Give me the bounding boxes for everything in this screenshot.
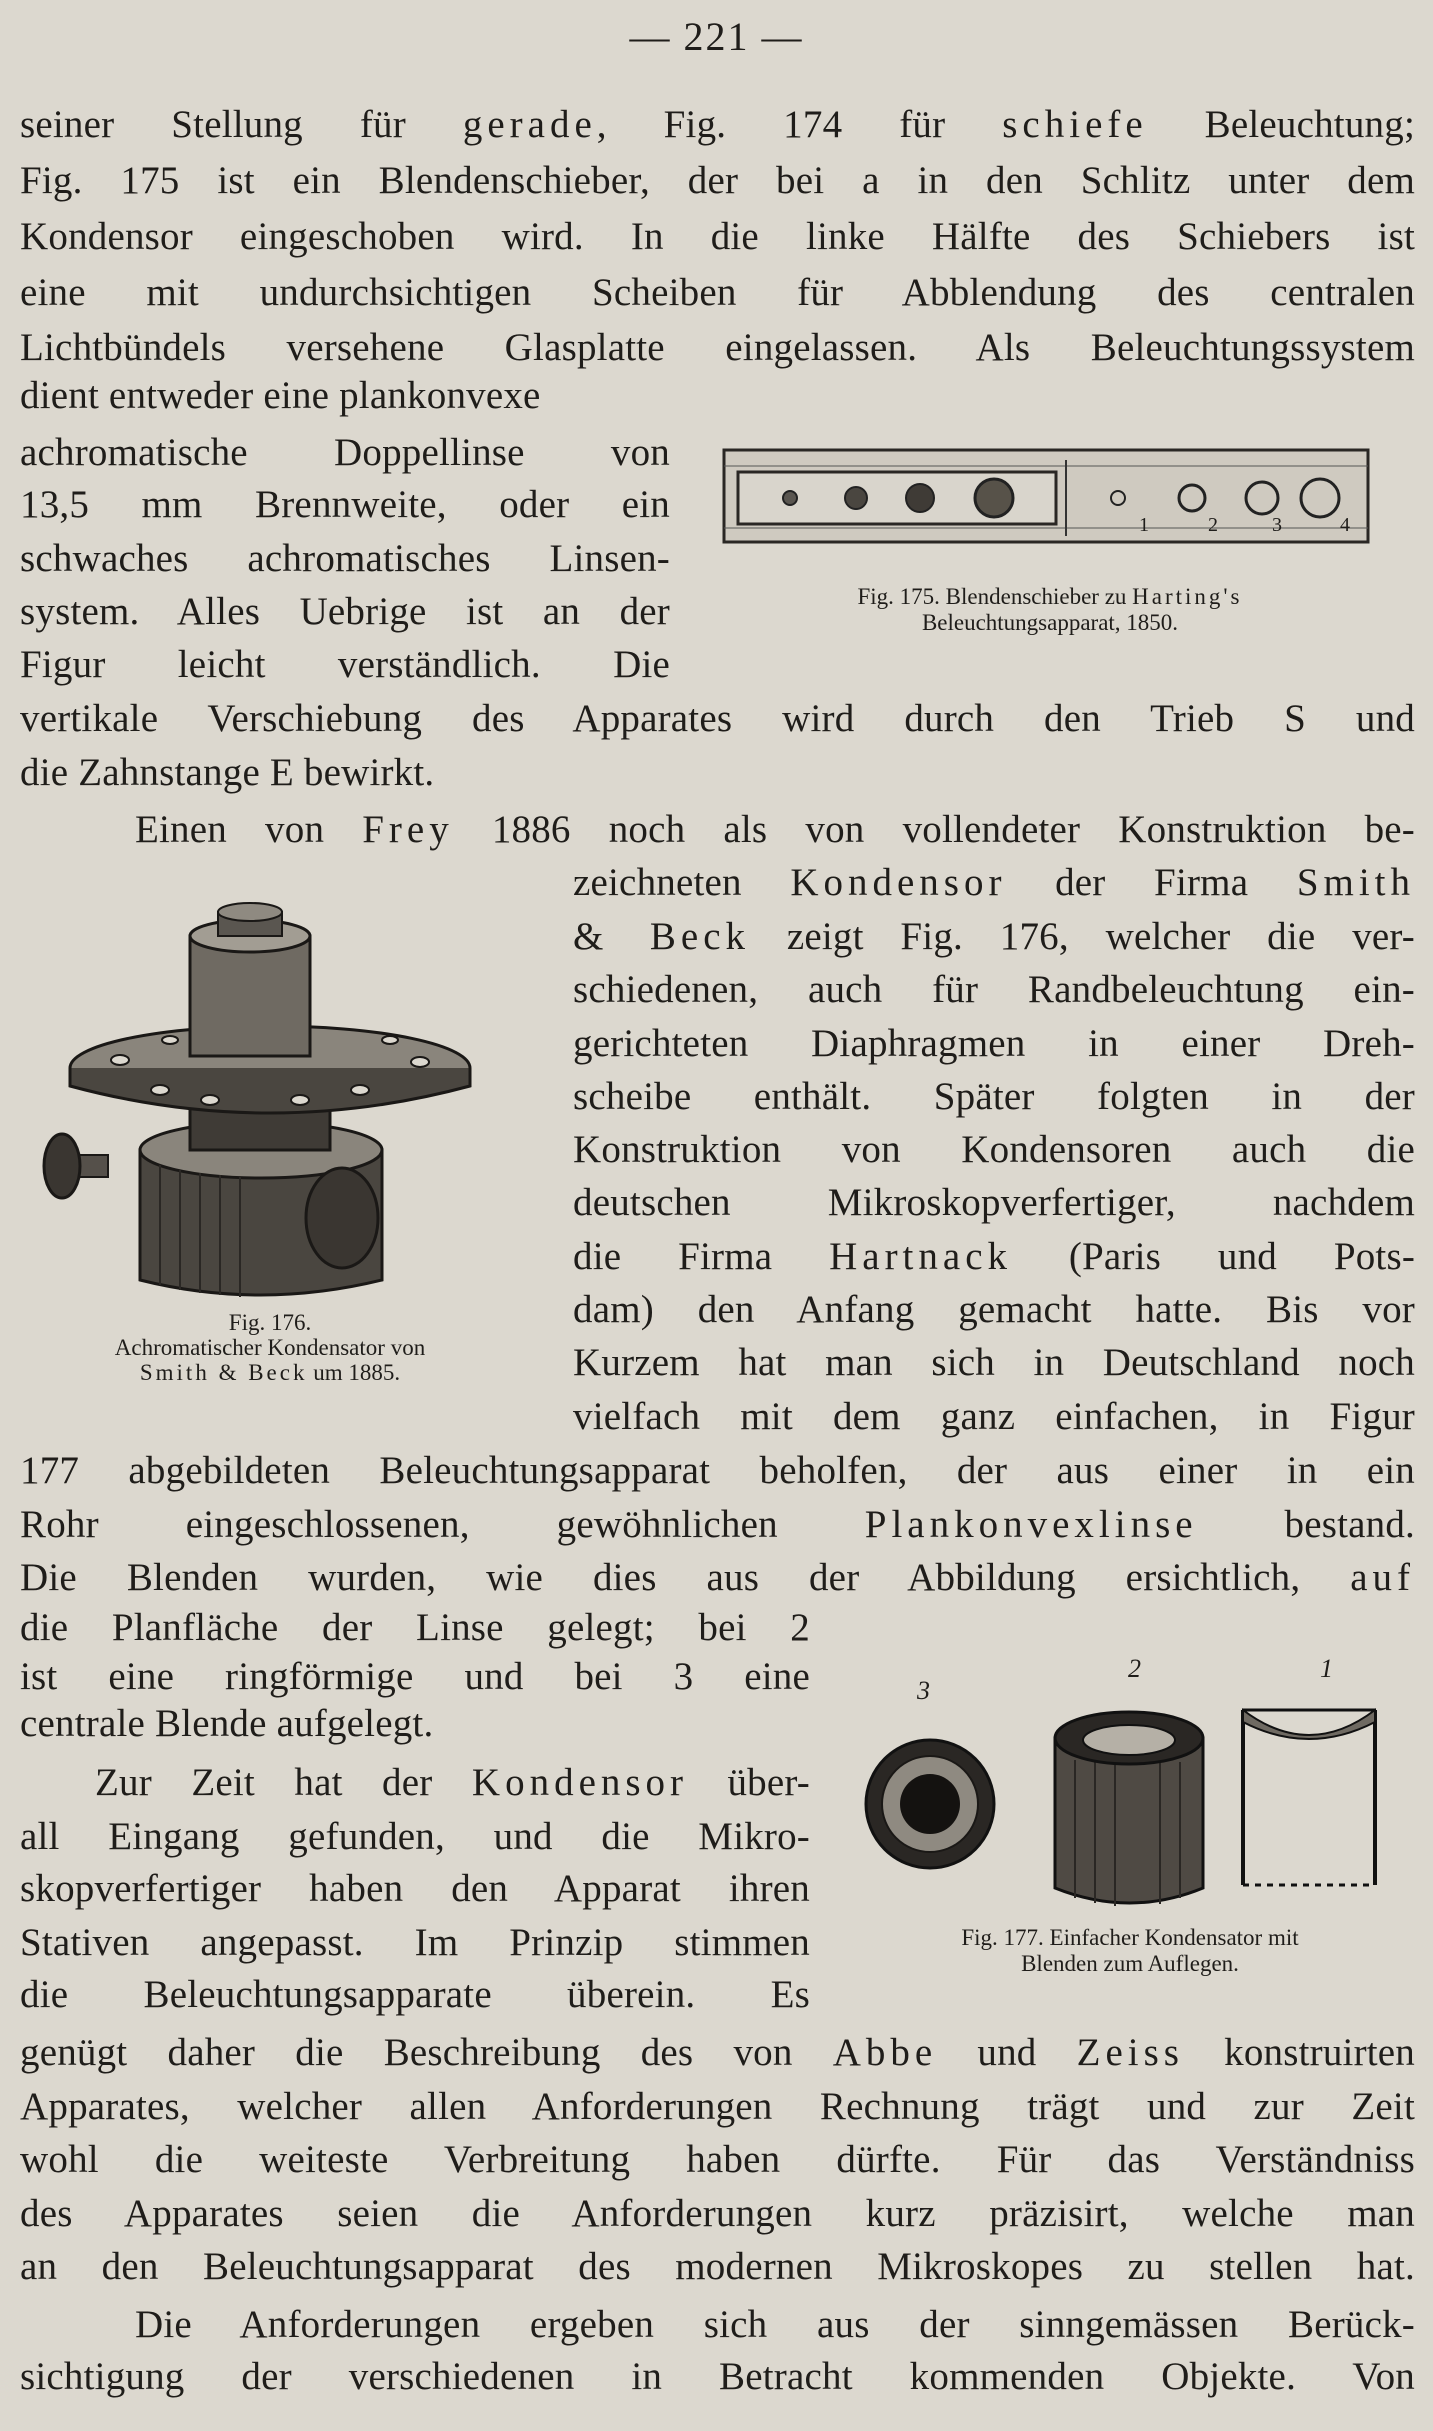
text-run: Einen von	[135, 808, 363, 851]
text-run: Die Blenden wurden, wie dies aus der Abbildung ersichtlich,	[20, 1556, 1351, 1599]
text-run: Rohr eingeschlossenen, gewöhnlichen	[20, 1503, 865, 1546]
text-run: , Fig. 174 für	[596, 103, 1003, 146]
text-run: konstruirten	[1183, 2031, 1416, 2074]
text-line	[20, 100, 1415, 150]
spaced-term: Kondensor	[790, 861, 1007, 904]
fig177-label-2: 2	[1128, 1654, 1141, 1683]
text-line	[20, 1500, 1415, 1550]
text-line: schiedenen, auch für Randbeleuchtung ein-	[573, 968, 1415, 1011]
text-line	[95, 1758, 810, 1808]
text-line: gerichteten Diaphragmen in einer Dreh-	[573, 1022, 1415, 1065]
text-line: skopverfertiger haben den Apparat ihren	[20, 1867, 810, 1910]
fig177-label-3: 3	[917, 1676, 930, 1705]
text-line	[135, 805, 1415, 855]
spaced-term: Plankonvexlinse	[864, 1503, 1198, 1546]
text-run: über-	[688, 1761, 810, 1804]
text-line: wohl die weiteste Verbreitung haben dürfte. Für das Verständniss	[20, 2138, 1415, 2181]
text-line: vertikale Verschiebung des Apparates wird durch den Trieb S und	[20, 697, 1415, 740]
text-run: die Firma	[573, 1235, 830, 1278]
text-line: scheibe enthält. Später folgten in der	[573, 1075, 1415, 1118]
spaced-term: gerade	[462, 103, 597, 146]
text-line: 177 abgebildeten Beleuchtungsapparat beholfen, der aus einer in ein	[20, 1449, 1415, 1492]
spaced-term: Abbe	[832, 2031, 938, 2074]
fig177-caption-line2: Blenden zum Auflegen.	[1021, 1951, 1239, 1976]
text-line: die Zahnstange E bewirkt.	[20, 751, 435, 794]
spaced-term: schiefe	[1002, 103, 1148, 146]
text-line: all Eingang gefunden, und die Mikro-	[20, 1815, 810, 1858]
fig177-einfacher-kondensator-illustration	[860, 1700, 1390, 1920]
text-line: 13,5 mm Brennweite, oder ein	[20, 483, 670, 526]
spaced-term: Smith	[1296, 861, 1416, 904]
text-run: zeigt Fig. 176, welcher die ver-	[750, 915, 1415, 958]
text-line	[573, 912, 1415, 962]
text-line: vielfach mit dem ganz einfachen, in Figur	[573, 1395, 1415, 1438]
text-line: die Planfläche der Linse gelegt; bei 2	[20, 1606, 810, 1649]
text-line: an den Beleuchtungsapparat des modernen Mikroskopes zu stellen hat.	[20, 2245, 1415, 2288]
text-line: achromatische Doppellinse von	[20, 431, 670, 474]
text-line: Figur leicht verständlich. Die	[20, 643, 670, 686]
text-line: Fig. 175 ist ein Blendenschieber, der bei a in den Schlitz unter dem	[20, 159, 1415, 202]
spaced-term: & Beck	[573, 915, 751, 958]
fig175-label-4: 4	[1340, 514, 1350, 536]
fig177-caption-line1: Fig. 177. Einfacher Kondensator mit	[961, 1925, 1299, 1950]
spaced-term: Frey	[362, 808, 454, 851]
fig176-caption-line2: Achromatischer Kondensator von	[114, 1335, 426, 1360]
text-run: Beleuchtung;	[1147, 103, 1415, 146]
text-line: des Apparates seien die Anforderungen kurz präzisirt, welche man	[20, 2192, 1415, 2235]
fig177-label-1: 1	[1320, 1654, 1333, 1683]
text-line: Die Anforderungen ergeben sich aus der sinngemässen Berück-	[135, 2303, 1415, 2346]
text-line: Kurzem hat man sich in Deutschland noch	[573, 1341, 1415, 1384]
text-line: dient entweder eine plankonvexe	[20, 374, 541, 417]
text-run: seiner Stellung für	[20, 103, 463, 146]
text-line: Apparates, welcher allen Anforderungen Rechnung trägt und zur Zeit	[20, 2085, 1415, 2128]
text-line: Konstruktion von Kondensoren auch die	[573, 1128, 1415, 1171]
fig175-label-3: 3	[1272, 514, 1282, 536]
text-line: Lichtbündels versehene Glasplatte eingelassen. Als Beleuchtungssystem	[20, 326, 1415, 369]
fig175-caption-line2: Beleuchtungsapparat, 1850.	[921, 610, 1179, 635]
spaced-term: Hartnack	[829, 1235, 1013, 1278]
fig176-caption-line3	[20, 1360, 520, 1386]
text-line: dam) den Anfang gemacht hatte. Bis vor	[573, 1288, 1415, 1331]
text-line	[573, 1232, 1415, 1282]
text-run: genügt daher die Beschreibung des von	[20, 2031, 833, 2074]
fig175-caption-line1	[740, 584, 1360, 610]
text-run: bestand.	[1197, 1503, 1416, 1546]
text-line	[20, 2028, 1415, 2078]
spaced-term: Kondensor	[471, 1761, 689, 1804]
caption-name: Smith & Beck	[139, 1360, 308, 1385]
text-line: Stativen angepasst. Im Prinzip stimmen	[20, 1921, 810, 1964]
text-run: und	[937, 2031, 1077, 2074]
text-run: (Paris und Pots-	[1012, 1235, 1416, 1278]
text-line: eine mit undurchsichtigen Scheiben für Abblendung des centralen	[20, 271, 1415, 314]
text-line: system. Alles Uebrige ist an der	[20, 590, 670, 633]
text-run: Zur Zeit hat der	[95, 1761, 472, 1804]
text-line	[573, 858, 1415, 908]
text-line: Kondensor eingeschoben wird. In die linke Hälfte des Schiebers ist	[20, 215, 1415, 258]
text-line: sichtigung der verschiedenen in Betracht kommenden Objekte. Von	[20, 2355, 1415, 2398]
spaced-term: auf	[1350, 1556, 1415, 1599]
caption-run: um 1885.	[307, 1360, 401, 1385]
text-line: die Beleuchtungsapparate überein. Es	[20, 1973, 810, 2016]
text-line: deutschen Mikroskopverfertiger, nachdem	[573, 1181, 1415, 1224]
caption-name: Harting's	[1132, 584, 1243, 609]
fig176-kondensator-illustration	[30, 900, 510, 1302]
spaced-term: Zeiss	[1076, 2031, 1184, 2074]
text-run: zeichneten	[573, 861, 791, 904]
text-line: schwaches achromatisches Linsen-	[20, 537, 670, 580]
text-run: der Firma	[1006, 861, 1297, 904]
page-number: — 221 —	[629, 14, 804, 59]
fig175-label-2: 2	[1208, 514, 1218, 536]
caption-run: Fig. 175. Blendenschieber zu	[857, 584, 1133, 609]
text-line: ist eine ringförmige und bei 3 eine	[20, 1655, 810, 1698]
text-line: centrale Blende aufgelegt.	[20, 1702, 434, 1745]
text-run: 1886 noch als von vollendeter Konstruktion be-	[453, 808, 1415, 851]
fig175-label-1: 1	[1139, 514, 1149, 536]
fig176-caption-line1: Fig. 176.	[228, 1310, 312, 1335]
text-line	[20, 1553, 1415, 1603]
